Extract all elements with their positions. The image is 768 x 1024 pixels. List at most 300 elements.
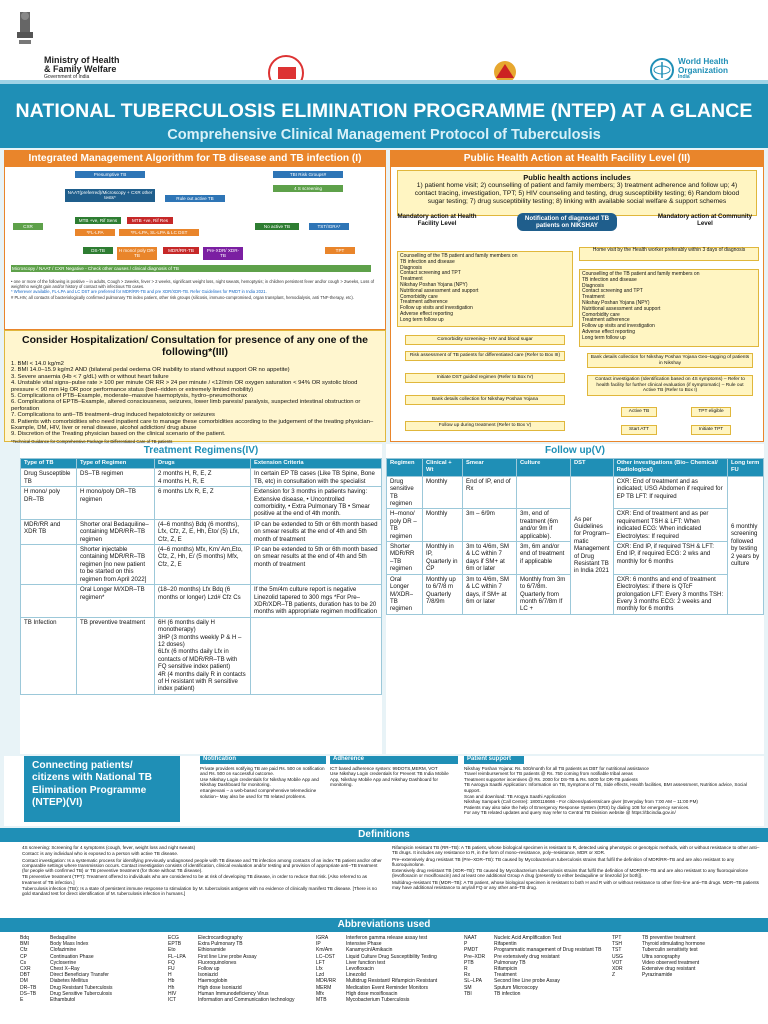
counselling-item: Contact screening and TPT [582,288,643,295]
hospitalization-item: 4. Unstable vital signs–pulse rate > 100 per minute OR RR > 24 per minute / <12/min OR oxygen saturation < 94% OR systolic blood pressure < 90 mm Hg OR poor performance status (bed–ridden or extremely limited mobility) [11,380,358,393]
hospitalization-item: 1. BMI < 14.0 kg/m2 [11,361,64,367]
followup-cell: CXR: End of treatment and as indicated; USG Abdomen if required for EP TB LFT: If required [613,476,727,509]
counselling-item: Diagnosis [400,264,422,271]
abbreviation-key: CXR [20,966,31,973]
rule-out-box: Rule out active TB [165,195,225,202]
regimen-cell: Shorter injectable containing MDR/RR–TB regimen [no new patient to be started on this regimen from April 2022] [77,545,155,585]
followup-col-header: Other investigations (Bio– Chemical/ Radiological) [613,459,727,477]
abbreviation-value: Clofazimine [50,947,77,954]
regimen-cell: 6H (6 months daily H monotherapy) 3HP (3 months weekly P & H – 12 doses) 6Lfx (6 months daily Lfx in contacts of MDR/RR–TB with FQ sensitive index patient) 4R (4 months daily R in contacts of H resistant with R sensitive index patient) [155,617,251,694]
public-health-actions [397,170,757,216]
counselling-item: Adverse effect reporting [400,310,453,317]
bank-right-box: Bank details collection for Nikshay Poshan Yojana Geo–tagging of patients in Nikshay [587,353,753,368]
definition-item: Multidrug–resistant TB (MDR–TB): A TB patient, whose biological specimen is resistant to both H and R with or without resistance to other first–line anti–TB drugs. MDR–TB patients may have additional resistance to any/all FQ or any other anti–TB drug. [392,879,759,891]
abbreviation-value: Interferon gamma release assay test [346,935,428,941]
abbreviation-value: Direct Beneficiary Transfer [50,972,109,979]
notification-item: Private providers notifying TB are paid Rs. 500 on notification and Rs. 500 on successful outcome. [200,765,325,777]
hospitalization-item: 7. Complications to anti–TB treatment–drug induced hepatotoxicity or seizures [11,412,215,419]
definition-item: TB preventive treatment (TPT): Treatment offered to individuals who are considered to be at risk of developing TB disease, in order to reduce that risk. [Also referred to as treatment of TB infection.] [22,874,368,885]
abbreviation-value: Ethionamide [198,947,226,954]
regimen-cell [21,585,77,618]
abbreviation-key: BMI [20,941,29,948]
abbreviation-value: Sputum Microscopy [494,984,538,991]
abbreviation-key: FU [168,966,175,973]
followup-cell: Shorter MDR/RR –TB regimen [387,542,423,575]
followup-col-header: Culture [517,459,571,477]
right-label: Mandatory action at Community Level [657,213,753,227]
counselling-item: Follow up visits and investigation [582,323,655,330]
abbreviation-value: Rifapentin [494,941,517,948]
definition-item: Contact investigation: Is a systematic process for identifying previously undiagnosed people with TB disease and TB infection among contacts of an index TB patient and/or other comparable settings where transmission occurs. Contact investigation consists of identification, clinical evaluation and/or testing and provision of appropriate anti–TB treatment (for people with confirmed TB) or TB preventive treatment (for those without TB disease). [22,857,382,874]
followup-cell: Monthly up to 6/7/8 m Quarterly 7/8/9m [423,574,463,614]
counselling-title: Counselling of the TB patient and family members on [582,271,700,277]
risk-box: Risk assessment of TB patients for differentiated care (Refer to Box III) [405,351,565,361]
abbreviation-value: Multidrug Resistant/ Rifampicin Resistant [346,978,438,985]
sl-lpa-box: *FL-LPA, SL-LPA & LC DST [119,229,199,236]
followup-cell: CXR: End of treatment and as per requirement TSH & LFT: When indicated ECG: When indicated Electrolytes: If required [613,509,727,542]
abbreviation-key: HIV [168,990,177,997]
regimen-cell: Shorter oral Bedaquiline–containing MDR/RR–TB regimen [77,519,155,544]
counselling-item: Adverse effect reporting [582,328,635,335]
abbreviation-value: Cycloserine [50,959,77,966]
algorithm-note: # PLHIV, all contacts of bacteriologically confirmed pulmonary TB index patient, other risk groups (silicosis, immuno-compromised, organ transplant, hemodialysis, anti TNF-therapy, etc). [11,294,354,300]
abbreviation-value: Levofloxacin [346,966,374,973]
cxr-box: CXR [13,223,43,230]
abbreviation-key: Z [612,972,616,979]
counselling-box-left [397,251,573,327]
abbreviation-column [612,935,760,1021]
abbreviation-key: USG [612,953,623,960]
regimen-cell: TB preventive treatment [77,617,155,694]
abbreviation-key: XDR [612,966,623,973]
followup-cell: Drug sensitive TB regimen [387,476,423,509]
support-item: Patients may also take the help of Emergency Response System (ERS) by dialing 108 for emergency services. [464,804,690,810]
mtb-sens-box: MTB +ve, Rif Sens [75,217,121,224]
abbreviation-key: Km/Am [316,947,333,954]
definitions-heading: Definitions [0,828,768,842]
definition-item: Rifampicin resistant TB (RR–TB): A TB patient, whose biological specimen is resistant to R, detected using phenotypic or genotypic methods, with or without resistance to other anti–TB drugs. It includes any resistance to R, in the form of mono–resistance, poly–resistance, MDR or XDR. [392,845,760,856]
abbreviation-key: DM [20,978,28,985]
counselling-box-right [579,269,759,347]
counselling-item: Treatment adherence [400,299,448,306]
abbreviation-key: TBI [464,990,472,997]
abbreviation-key: Bdq [20,935,29,941]
definition-item: Extensively drug resistant TB (XDR–TB): TB caused by Mycobacterium tuberculosis strains that fulfil the definition of MDR/RR–TB and are also resistant to any fluoroquinolone (levofloxacin or moxifloxacin) and at least one additional Group A drug (presently to either bedaquiline or linezolid [or both]). [392,868,749,879]
followup-cell: CXR: End IP, if required TSH & LFT: End IP, if required ECG: 2 wks and monthly for 6 months [613,542,727,575]
abbreviation-value: Follow up [198,966,220,973]
actions-title: Public health actions includes [523,173,631,182]
section-regimens-heading: Treatment Regimens(IV) [143,445,259,456]
moh-line3: Government of India [44,73,90,80]
abbreviation-value: Rifampicin [494,966,518,973]
followup-row [387,476,764,509]
counselling-item: Nikshay Poshan Yojana (NPY) [400,281,468,288]
page-subtitle: Comprehensive Clinical Management Protocol of Tuberculosis [167,127,601,143]
adherence-title: Adherence [330,756,458,764]
counselling-item: Nutritional assessment and support [400,287,479,294]
dst-cell: As per Guidelines for Program– matic Management of Drug Resistant TB in India 2021 [571,476,614,614]
counselling-item: Diagnosis [582,282,604,289]
followup-cell: 3m, end of treatment (6m and/or 9m if applicable). [517,509,571,542]
followup-cell: Monthly in IP, Quarterly in CP [423,542,463,575]
adherence-item: ICT based adherence system: 99DOTS,MERM, VOT [330,765,438,771]
abbreviation-value: Ethambutol [50,997,76,1004]
fl-lpa-box: *FL-LPA [75,229,115,236]
hospitalization-item: 2. BMI 14.0–15.9 kg/m2 AND (bilateral pedal oedema OR inability to stand without support OR no appetite) [11,367,290,374]
support-item: Scan and download: TB Arogya Saathi Application [464,793,567,799]
mtb-res-box: MTB +ve, Rif Res [127,217,173,224]
counselling-title: Counselling of the TB patient and family members on [400,253,518,259]
support-column [464,756,760,816]
who-logo [678,58,766,80]
notification-item: Use Nikshay Login credentials for Nikshay Mobile App and Nikshay Dashboard for monitoring. [200,776,319,788]
followup-col-header: DST [571,459,614,477]
followup-col-header: Clinical + Wt [423,459,463,477]
regimen-cell: (4–6 months) Mfx, Km/ Am,Eto, Cfz, Z, Hh, E/ (5 months) Mfx, Cfz, Z, E [155,545,251,585]
abbreviation-key: H [168,972,172,979]
abbreviation-value: High dose Isoniazid [198,984,242,991]
connecting-heading [24,756,180,822]
counselling-item: Long term follow up [400,316,444,323]
regimen-cell: IP can be extended to 5th or 6th month based on smear results at the end of 4th and 5th month of treatment [251,545,382,585]
abbreviation-value: Liquid Culture Drug Susceptibility Testing [346,953,437,960]
abbreviation-key: IGRA [316,935,329,941]
tst-box: TST/IGRA* [309,223,349,230]
definitions-left [22,845,384,898]
definition-item: 4S screening: Screening for 4 symptoms (cough, fever, weight loss and night sweats) [22,845,196,850]
tpt-eligible-box: TPT eligible [691,407,731,417]
abbreviation-value: Pyrazinamide [642,972,673,979]
moh-line2: & Family Welfare [44,64,117,75]
followup-cell: 3m to 4/6m, SM & LC within 7 days if SM+ at 6m or later [463,542,517,575]
abbreviation-value: Human Immunodeficiency Virus [198,990,269,997]
counselling-item: Long term follow up [582,334,626,341]
abbreviation-value: Drug Sensitive Tuberculosis [50,990,112,997]
abbreviation-value: Tuberculin sensitivity test [642,947,698,954]
logo-bar [0,0,768,80]
followup-col-header: Smear [463,459,517,477]
abbreviation-key: Hh [168,984,175,991]
abbreviation-key: SL–LPA [464,978,482,985]
regimen-col-header: Drugs [155,459,251,469]
section-follow-up [386,444,764,754]
abbreviations-heading: Abbreviations used [0,918,768,932]
counselling-item: TB infection and disease [400,258,455,265]
abbreviation-key: CP [20,953,27,960]
moh-line1: Ministry of Health [44,55,120,65]
abbreviation-value: Pulmonary TB [494,959,526,966]
abbreviation-value: Kanamycin/Amikacin [346,947,393,954]
definition-item: Contact: is any individual who is exposed to a person with active TB disease. [22,851,179,857]
who-line2: Organization [678,65,729,75]
abbreviation-key: MERM [316,984,332,991]
algorithm-note: * Wherever available, FL-LPA and LC DST are preferred for MDR/RR-TB and pre XDR/XDR-TB. Refer Guidelines for PMDT in India 2021. [11,289,267,295]
tpt-box: TPT [325,247,355,254]
section-public-health [390,150,764,442]
abbreviation-value: Nucleic Acid Amplification Test [494,935,562,941]
abbreviation-value: Extra Pulmonary TB [198,941,243,948]
followup-cell: Oral Longer M/XDR– TB regimen [387,574,423,614]
regimen-row [21,585,382,618]
abbreviation-value: Diabetes Mellitus [50,978,89,985]
abbreviation-value: Body Mass Index [50,941,89,948]
actions-text: 1) patient home visit; 2) counselling of patient and family members; 3) treatment adherence and follow up; 4) contact tracing, investigation, TPT; 5) HIV counseling and testing, drug susceptibility testing; 6) Random blood sugar testing; 7) drug susceptibility testing; 8) linking with available social welfare & support schemes [414,182,740,205]
abbreviation-key: TSH [612,941,622,948]
regimen-cell: Oral Longer M/XDR–TB regimen* [77,585,155,618]
page-title: NATIONAL TUBERCULOSIS ELIMINATION PROGRAMME (NTEP) AT A GLANCE [15,100,753,122]
abbreviation-key: Cfz [20,947,28,954]
abbreviation-value: Drug Resistant Tuberculosis [50,984,113,991]
regimen-cell: DS–TB regimen [77,469,155,487]
hospitalization-list [11,361,379,438]
ds-tb-box: DS-TB [83,247,113,254]
section-regimens [20,444,382,754]
longterm-cell: 6 monthly screening followed by testing 2 years by culture [728,476,764,614]
abbreviation-key: Hb [168,978,175,985]
regimen-cell: MDR/RR and XDR TB [21,519,77,544]
support-item: TB Aarogya Saathi Application: Information on TB, Symptoms of TB, Side effects, Health facilities, BMI assessment, Nutrition advice, Social support. [464,782,747,793]
regimen-row [21,519,382,544]
regimen-cell [21,545,77,585]
who-logo-icon [650,58,674,82]
hospitalization-item: 3. Severe anaemia (Hb < 7 g/dL) with or without heart failure [11,373,169,380]
moh-logo [44,56,124,80]
abbreviations-list [20,935,760,1021]
regimen-col-header: Type of TB [21,459,77,469]
support-title: Patient support [464,756,524,764]
section-follow-up-heading: Follow up(V) [545,445,605,456]
definition-item: Pre–extensively drug resistant TB (Pre–XDR–TB): TB caused by Mycobacterium tuberculosis strains that fulfil the definition of MDR/RR–TB and are also resistant to any fluoroquinolone. [392,856,735,867]
followup-cell: Monthly from 3m to 6/7/8m. Quarterly from month 6/7/8m If LC + [517,574,571,614]
presumptive-box: Presumptive TB [75,171,145,178]
abbreviation-key: FL–LPA [168,953,186,960]
definition-item: Tuberculosis infection (TBI): Is a state of persistent immune response to stimulation by M. tuberculosis antigens with no evidence of clinically manifest TB disease. [There is no gold standard test for direct identification of M. tuberculosis infection in humans.] [22,886,377,897]
abbreviation-key: Lfx [316,966,323,973]
support-item: Treatment supporter incentives @ Rs. 2000 for DS-TB & Rs. 5000 for DR-TB patients [464,776,638,782]
abbreviation-value: Fluoroquinolones [198,959,237,966]
section-abbreviations [0,918,768,1024]
left-label: Mandatory action at Health Facility Level [397,213,477,227]
abbreviation-value: Linezolid [346,972,366,979]
abbreviation-value: Video observed treatment [642,959,700,966]
counselling-item: Follow up visits and investigation [400,305,473,312]
support-item: Nikshay Sampark (Call Centre): 1800116666 - For citizens/patients/care giver (Everyday from 7:00 AM – 11:00 PM) [464,799,698,805]
regimen-col-header: Type of Regimen [77,459,155,469]
dst-box: Initiate DST guided regimen (Refer to Box IV) [405,373,565,383]
abbreviation-value: Isoniazid [198,972,218,979]
abbreviation-column [464,935,612,1021]
regimen-cell: TB Infection [21,617,77,694]
regimen-row [21,617,382,694]
abbreviation-key: LFT [316,959,325,966]
counselling-item: Treatment [400,276,423,283]
abbreviation-value: High dose moxifloxacin [346,990,398,997]
followup-cell: 3m – 6/9m [463,509,517,542]
regimen-table [20,458,382,695]
regimen-cell: If the 5m/4m culture report is negative Linezolid tapered to 300 mgs *For Pre–XDR/XDR–TB patients, duration has to be 20 months with appropriate regimen modification [251,585,382,618]
regimen-cell: (4–6 months) Bdq (6 months), Lfx, Cfz, Z, E, Hh, Eto/ (5) Lfx, Cfz, Z, E [155,519,251,544]
initiate-tpt-box: Initiate TPT [691,425,731,435]
followup-cell: Monthly [423,476,463,509]
abbreviation-key: TPT [612,935,622,941]
tbi-risk-box: TBI Risk Groups# [273,171,343,178]
section-connecting [4,756,764,826]
abbreviation-key: TST [612,947,622,954]
regimen-row [21,487,382,520]
abbreviation-key: FQ [168,959,175,966]
regimen-cell [251,617,382,694]
definitions-right [392,845,760,891]
abbreviation-value: Electrocardiography [198,935,243,941]
active-tb-box: Active TB [621,407,657,417]
abbreviation-key: IP [316,941,321,948]
abbreviation-key: DR–TB [20,984,37,991]
counselling-item: Treatment [582,294,605,301]
regimen-cell: Drug Susceptible TB [21,469,77,487]
followup-col-header: Regimen [387,459,423,477]
hospitalization-item: 5. Complications of PTB–Example, moderate–massive haemoptysis, hydro–pneumothorax [11,393,248,400]
abbreviation-key: Eto [168,947,176,954]
abbreviation-value: Intensive Phase [346,941,382,948]
pre-xdr-box: Pre-XDR/ XDR-TB [203,247,243,260]
section-public-health-heading: Public Health Action at Health Facility Level (II) [391,151,763,167]
abbreviation-key: Lzd [316,972,325,979]
mdr-box: MDR/RR-TB [163,247,199,254]
hospitalization-item: 6. Complications of EPTB–Example, altered consciousness, seizures, lower limb paresis/ paralysis, suspected intestinal obstruction or perforation [11,399,361,412]
abbreviation-value: TB infection [494,990,521,997]
abbreviation-column [316,935,464,1021]
connecting-heading-text: Connecting patients/ citizens with National TB Elimination Programme (NTEP)(VI) [32,760,152,809]
abbreviation-key: EPTB [168,941,182,948]
notification-title: Notification [200,756,326,764]
regimen-cell: In certain EP TB cases (Like TB Spine, Bone TB, etc) in consultation with the specialist [251,469,382,487]
abbreviation-value: Liver function test [346,959,386,966]
adherence-column [330,756,458,788]
emblem-icon [14,10,36,52]
regimen-cell: H mono/ poly DR–TB [21,487,77,520]
regimen-cell: (18–20 months) Lfx Bdq (6 months or longer) Lzd# Cfz Cs [155,585,251,618]
section-hospitalization [4,330,386,442]
4s-box: 4 S screening [273,185,343,192]
support-item: For any TB related updates and query may refer to Central TB Division website @ https://tbcindia.gov.in/ [464,810,676,816]
counselling-item: Contact screening and TPT [400,270,461,277]
section-definitions [0,828,768,918]
regimen-cell: Extension for 3 months in patients having: Extensive disease, • Uncontrolled comorbidity, • Extra Pulmonary TB • Smear positive at the end of 4th month. [251,487,382,520]
abbreviation-key: ECG [168,935,179,941]
h-mono-box: H mono/ poly DR-TB [118,248,156,259]
section-algorithm-heading: Integrated Management Algorithm for TB disease and TB infection (I) [5,151,385,167]
abbreviation-value: Programmatic management of Drug resistant TB [494,947,602,954]
abbreviation-value: Bedaquiline [50,935,77,941]
abbreviation-row [316,997,464,1003]
abbreviation-row [612,972,760,978]
section-algorithm [4,150,386,330]
no-active-box: No active TB [255,223,299,230]
abbreviation-key: VOT [612,959,623,966]
abbreviation-value: Medication Event Reminder Monitors [346,984,428,991]
followup-cell: 3m, 6m and/or end of treatment if applicable [517,542,571,575]
hospitalization-footnote: *Technical Guidance for Comprehensive Package for Differentiated Care of TB patients [11,438,173,444]
abbreviation-key: R [464,966,468,973]
abbreviation-value: Thyroid stimulating hormone [642,941,706,948]
regimen-row [21,545,382,585]
abbreviation-key: E [20,997,24,1004]
abbreviation-key: Mfx [316,990,325,997]
abbreviation-key: Cs [20,959,27,966]
follow-up-table [386,458,764,615]
abbreviation-value: TB preventive treatment [642,935,696,941]
abbreviation-key: MDR/RR [316,978,336,985]
comorbidity-box: Comorbidity screening– HIV and blood sugar [405,335,565,345]
regimen-cell: IP can be extended to 5th or 6th month based on smear results at the end of 4th and 5th month of treatment [251,519,382,544]
followup-cell: CXR: 6 months and end of treatment Electrolytes: if there is QTcF prolongation LFT: Every 3 months TSH: Every 3 months ECG: 2 weeks and monthly for 6 months [613,574,727,614]
section-hospitalization-heading: Consider Hospitalization/ Consultation for presence of any one of the following*(III) [22,334,368,358]
bank-left-box: Bank details collection for Nikshay Poshan Yojana [405,395,565,405]
regimen-cell: 2 months H, R, E, Z 4 months H, R, E [155,469,251,487]
start-att-box: Start ATT [621,425,657,435]
algorithm-footnote: Microscopy / NAAT / CXR Negative - Check other causes / clinical diagnosis of TB [11,265,371,272]
naat-box: NAAT(preferred)/Microscopy + CXR other tests* [65,189,155,202]
followup-cell: 3m to 4/6m, SM & LC within 7 days, if SM+ at 6m or later [463,574,517,614]
followup-cell [517,476,571,509]
abbreviation-value: Ultra sonography [642,953,681,960]
abbreviation-column [20,935,168,1021]
support-item: Travel reimbursement for TB patients @ Rs. 750 coming from notifiable tribal areas [464,771,633,777]
notification-box: Notification of diagnosed TB patients on NIKSHAY [517,213,617,231]
abbreviation-key: SM [464,984,472,991]
hospitalization-item: 8. Patients with comorbidities who need inpatient care to manage these comorbidities according to the judgement of the treating physician–Example, DM, HIV, liver or renal disease, alcohol addiction/ drug abuse [11,418,374,432]
abbreviation-value: Pre extensively drug resistant [494,953,560,960]
abbreviation-key: Rx [464,972,471,979]
algorithm-notes [11,279,379,300]
followup-col-header: Long term FU [728,459,764,477]
abbreviation-row [168,997,316,1003]
hospitalization-item: 9. Discretion of the Treating physician based on the clinical scenario of the patient. [11,431,226,438]
abbreviation-value: Haemoglobin [198,978,228,985]
regimen-cell: 6 months Lfx R, E, Z [155,487,251,520]
adherence-item: Use Nikshay Login credentials for Prevent TB India Mobile App, Nikshay Mobile App and Nikshay Dashboard for monitoring. [330,771,449,788]
regimen-cell: H mono/poly DR–TB regimen [77,487,155,520]
abbreviation-key: MTB [316,997,327,1004]
abbreviation-key: PTB [464,959,474,966]
abbreviation-value: Extensive drug resistant [642,966,696,973]
abbreviation-value: Mycobacterium Tuberculosis [346,997,410,1004]
abbreviation-key: DS–TB [20,990,37,997]
abbreviation-value: Information and Communication technology [198,997,295,1004]
counselling-item: Comorbidity care [400,293,438,300]
followup-cell: Monthly [423,509,463,542]
abbreviation-key: NAAT [464,935,477,941]
abbreviation-value: Chest X–Ray [50,966,80,973]
notification-item: eSanjeevani – a web-based comprehensive telemedicine solution– May also be used for TB related problems. [200,787,317,799]
abbreviation-value: Second line Line probe Assay [494,978,560,985]
counselling-item: Treatment adherence [582,317,630,324]
abbreviation-key: PMDT [464,947,479,954]
abbreviation-key: P [464,941,468,948]
who-line1: World Health [678,57,729,66]
abbreviation-key: Pre–XDR [464,953,486,960]
abbreviation-key: LC–DST [316,953,336,960]
abbreviation-key: DBT [20,972,30,979]
abbreviation-value: First line Line probe Assay [198,953,257,960]
abbreviation-row [464,991,612,997]
regimen-col-header: Extension Criteria [251,459,382,469]
abbreviation-value: Continuation Phase [50,953,94,960]
home-visit-box: Home visit by the Health worker preferably within 3 days of diagnosis [579,247,759,261]
contact-box: Contact investigation (Identification based on 4S symptoms) – Refer to health facility for further clinical evaluation (if symptomatic) – Rule out Active TB (Refer to Box I) [587,375,753,396]
counselling-item: Nutritional assessment and support [582,305,661,312]
abbreviation-key: ICT [168,997,177,1004]
